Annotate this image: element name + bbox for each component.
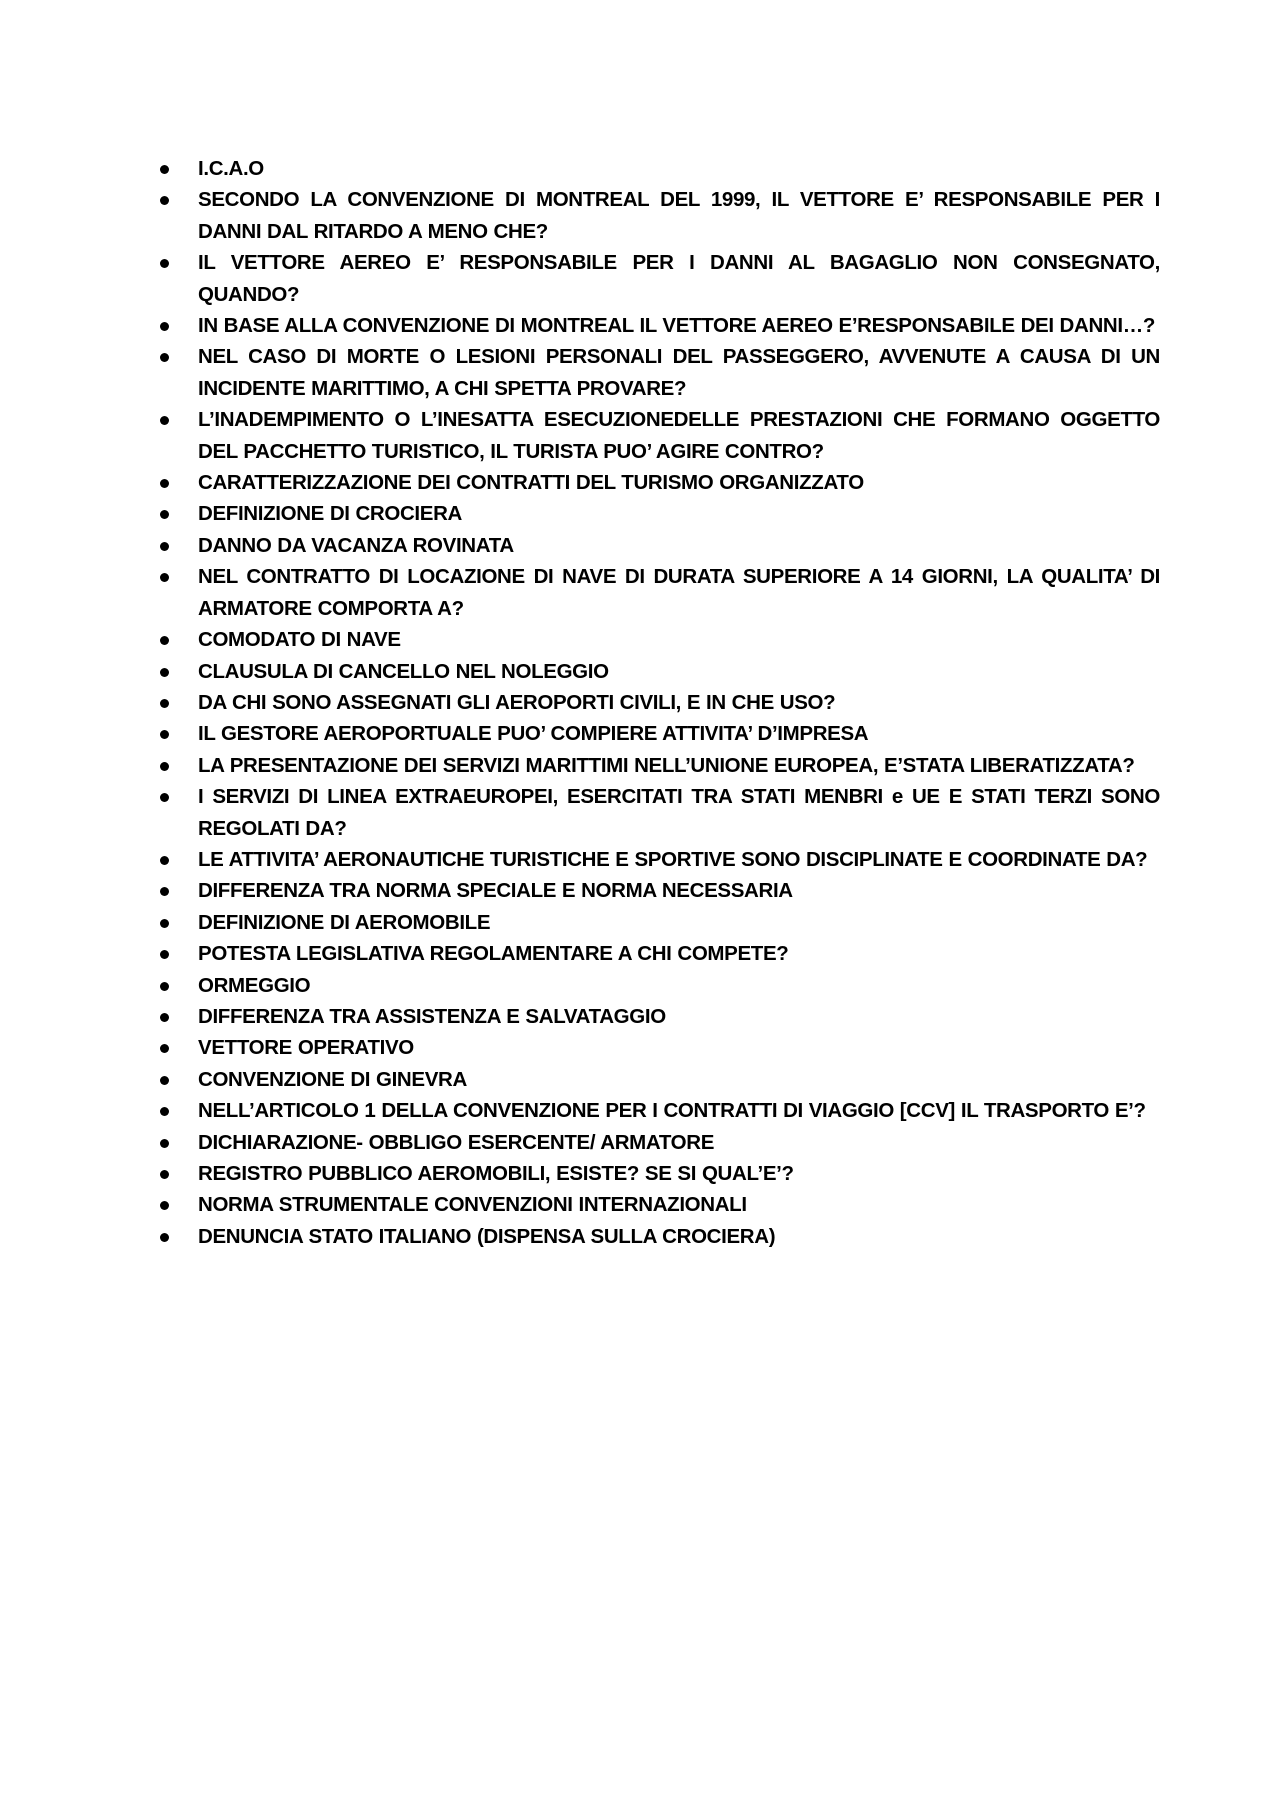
bullet-icon [160,165,169,174]
bullet-icon [160,196,169,205]
bullet-icon [160,1201,169,1210]
question-text: NEL CONTRATTO DI LOCAZIONE DI NAVE DI DURATA SUPERIORE A 14 GIORNI, LA QUALITA’ DI ARMATORE COMPORTA A? [198,565,1160,620]
question-text: NEL CASO DI MORTE O LESIONI PERSONALI DEL PASSEGGERO, AVVENUTE A CAUSA DI UN INCIDENTE MARITTIMO, A CHI SPETTA PROVARE? [198,345,1160,400]
question-text: DIFFERENZA TRA ASSISTENZA E SALVATAGGIO [198,1004,666,1028]
question-text: LA PRESENTAZIONE DEI SERVIZI MARITTIMI NELL’UNIONE EUROPEA, E’STATA LIBERATIZZATA? [198,753,1135,777]
bullet-icon [160,856,169,865]
bullet-icon [160,1013,169,1022]
bullet-icon [160,982,169,991]
list-item [198,1095,1160,1126]
list-item [198,404,1160,467]
question-text: ORMEGGIO [198,973,311,997]
list-item [198,1189,1160,1220]
list-item [198,341,1160,404]
question-text: DANNO DA VACANZA ROVINATA [198,533,514,557]
list-item [198,1064,1160,1095]
list-item [198,750,1160,781]
list-item [198,310,1160,341]
list-item [198,1127,1160,1158]
question-text: NELL’ARTICOLO 1 DELLA CONVENZIONE PER I CONTRATTI DI VIAGGIO [CCV] IL TRASPORTO E’? [198,1099,1146,1123]
bullet-icon [160,1107,169,1116]
list-item [198,467,1160,498]
bullet-icon [160,699,169,708]
list-item [198,970,1160,1001]
bullet-icon [160,510,169,519]
question-text: IL GESTORE AEROPORTUALE PUO’ COMPIERE ATTIVITA’ D’IMPRESA [198,722,869,746]
question-text: CARATTERIZZAZIONE DEI CONTRATTI DEL TURISMO ORGANIZZATO [198,471,864,495]
list-item [198,1158,1160,1189]
bullet-icon [160,353,169,362]
list-item [198,1221,1160,1252]
bullet-icon [160,1233,169,1242]
list-item [198,938,1160,969]
list-item [198,1032,1160,1063]
question-text: DEFINIZIONE DI AEROMOBILE [198,910,491,934]
bullet-icon [160,887,169,896]
bullet-icon [160,573,169,582]
bullet-icon [160,762,169,771]
question-text: VETTORE OPERATIVO [198,1036,414,1060]
question-text: IN BASE ALLA CONVENZIONE DI MONTREAL IL VETTORE AEREO E’RESPONSABILE DEI DANNI…? [198,314,1156,338]
question-text: DA CHI SONO ASSEGNATI GLI AEROPORTI CIVILI, E IN CHE USO? [198,690,836,714]
bullet-icon [160,1139,169,1148]
bullet-icon [160,730,169,739]
question-text: SECONDO LA CONVENZIONE DI MONTREAL DEL 1999, IL VETTORE E’ RESPONSABILE PER I DANNI DAL RITARDO A MENO CHE? [198,188,1160,243]
question-text: DICHIARAZIONE- OBBLIGO ESERCENTE/ ARMATORE [198,1130,715,1154]
bullet-icon [160,416,169,425]
list-item [198,530,1160,561]
question-text: DEFINIZIONE DI CROCIERA [198,502,463,526]
list-item [198,153,1160,184]
bullet-icon [160,919,169,928]
bullet-icon [160,668,169,677]
bullet-icon [160,1044,169,1053]
list-item [198,875,1160,906]
question-text: L’INADEMPIMENTO O L’INESATTA ESECUZIONEDELLE PRESTAZIONI CHE FORMANO OGGETTO DEL PACCHETTO TURISTICO, IL TURISTA PUO’ AGIRE CONTRO? [198,408,1160,463]
question-text: I.C.A.O [198,157,264,180]
question-text: IL VETTORE AEREO E’ RESPONSABILE PER I DANNI AL BAGAGLIO NON CONSEGNATO, QUANDO? [198,251,1160,306]
list-item [198,844,1160,875]
question-text: LE ATTIVITA’ AERONAUTICHE TURISTICHE E SPORTIVE SONO DISCIPLINATE E COORDINATE DA? [198,847,1148,871]
question-text: REGISTRO PUBBLICO AEROMOBILI, ESISTE? SE SI QUAL’E’? [198,1162,794,1185]
bullet-icon [160,950,169,959]
list-item [198,561,1160,624]
question-text: CLAUSULA DI CANCELLO NEL NOLEGGIO [198,659,609,683]
question-text: CONVENZIONE DI GINEVRA [198,1067,467,1091]
bullet-icon [160,479,169,488]
list-item [198,1001,1160,1032]
bullet-icon [160,542,169,551]
question-text: POTESTA LEGISLATIVA REGOLAMENTARE A CHI COMPETE? [198,942,789,966]
bullet-icon [160,636,169,645]
list-item [198,624,1160,655]
list-item [198,184,1160,247]
list-item [198,498,1160,529]
bullet-icon [160,1076,169,1085]
list-item [198,781,1160,844]
question-text: DENUNCIA STATO ITALIANO (DISPENSA SULLA CROCIERA) [198,1224,776,1248]
list-item [198,247,1160,310]
bullet-icon [160,259,169,268]
question-text: DIFFERENZA TRA NORMA SPECIALE E NORMA NECESSARIA [198,879,793,903]
bullet-icon [160,1170,169,1179]
list-item [198,687,1160,718]
question-text: COMODATO DI NAVE [198,628,401,652]
list-item [198,718,1160,749]
bullet-icon [160,793,169,802]
question-text: I SERVIZI DI LINEA EXTRAEUROPEI, ESERCITATI TRA STATI MENBRI e UE E STATI TERZI SONO REGOLATI DA? [198,785,1160,840]
question-list [198,153,1160,1252]
list-item [198,656,1160,687]
bullet-icon [160,322,169,331]
list-item [198,907,1160,938]
question-text: NORMA STRUMENTALE CONVENZIONI INTERNAZIONALI [198,1193,747,1217]
